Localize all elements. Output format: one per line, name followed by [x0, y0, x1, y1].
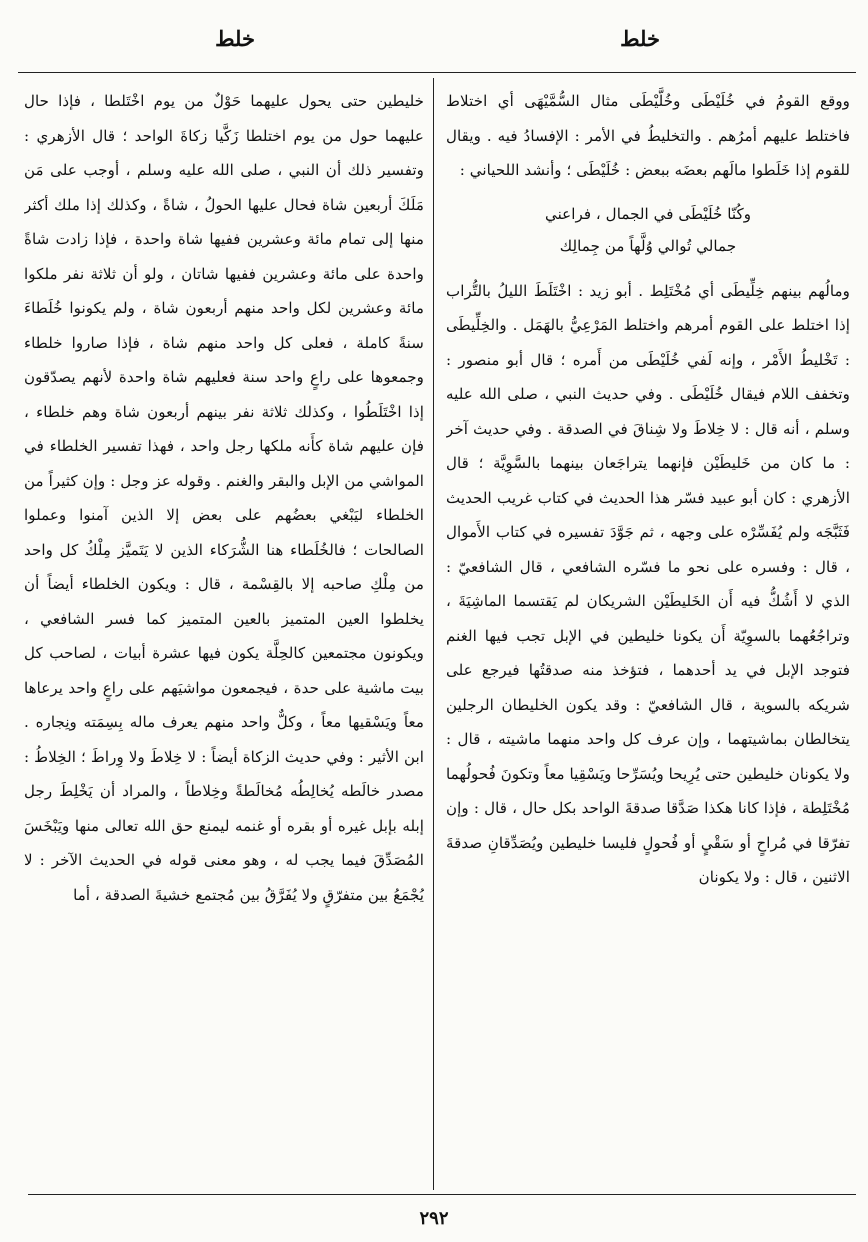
- running-head-left: خلط: [215, 26, 255, 51]
- right-paragraph-2: ومالُهم بينهم خِلِّيطَى أي مُخْتَلِط . أبو زيد : اخْتَلَطَ الليلُ بالتُّراب إذا اختلط على القوم أمرهم واختلط المَرْعِيُّ بالهَمَل . والخِلِّيطَى : تَخْليطُ الأَمْر ، وإنه لَفي خُلَيْطَى من أَمره ؛ قال أبو منصور : وتخفف اللام فيقال خُلَيْطَى . وفي حديث النبي ، صلى الله عليه وسلم ، أنه قال : لا خِلاطَ ولا شِناقَ في الصدقة . وفي حديث آخر : ما كان من خَليطَيْن فإنهما يتراجَعان بينهما بالسَّوِيَّة ؛ قال الأزهري : كان أبو عبيد فسّر هذا الحديث في كتاب غريب الحديث فَثَبَّجَه ولم يُفَسِّرْه على وجهه ، ثم جَوَّدَ تفسيره في كتاب الأَموال ، قال : وفسره على نحو ما فسّره الشافعي ، قال الشافعيّ : الذي لا أَشُكُّ فيه أَن الخَليطَيْن الشريكان لم يَقتسما الماشِيَةَ ، وتراجُعُهما بالسوِيّة أَن يكونا خليطين في الإبل تجب فيها الغنم فتوجد الإبل في يد أحدهما ، فتؤخذ منه صدقتُها فيرجع على شريكه بالسوية ، قال الشافعيّ : وقد يكون الخليطان الرجلين يتخالطان بماشيتهما ، وإن عرف كل واحد منهما ماشيته ، قال : ولا يكونان خليطين حتى يُرِيحا ويُسَرِّحا ويَسْقِيا معاً وتكونَ فُحولُهما مُخْتَلِطة ، فإذا كانا هكذا صَدَّقا صدقةَ الواحد بكل حال ، قال : وإن تفرّقا في مُراحٍ أو سَقْيٍ أو فُحولٍ فليسا خليطين ويُصَدِّقانِ صدقةَ الاثنين ، قال : ولا يكونان: [446, 281, 850, 886]
- poem-verse: [446, 198, 850, 262]
- column-divider: [433, 78, 434, 1190]
- bottom-divider: [28, 1194, 856, 1195]
- left-column: [24, 84, 424, 1188]
- running-head-right: خلط: [620, 26, 660, 51]
- right-paragraph-1: ووقع القومُ في خُلَيْطَى وخُلَّيْطَى مثال السُّمَّيْهَى أي اختلاط فاختلط عليهم أمرُهم . والتخليطُ في الأمر : الإفسادُ فيه . ويقال للقوم إذا خَلَطوا مالَهم بعضَه ببعض : خُلَيْطَى ؛ وأنشد اللحياني :: [446, 92, 850, 179]
- right-column: [446, 84, 850, 1188]
- poem-line-1: وكُنّا خُلَيْطَى في الجمال ، فراعني: [544, 204, 752, 223]
- left-paragraph-1: خليطين حتى يحول عليهما حَوْلٌ من يوم اخْتَلطا ، فإذا حال عليهما حول من يوم اختلطا زَكَّيا زكاةَ الواحد ؛ قال الأزهري : وتفسير ذلك أن النبي ، صلى الله عليه وسلم ، أوجب على مَن مَلَكَ أربعين شاة فحال عليها الحولُ ، شاةً ، وكذلك إذا ملك أكثر منها إلى تمام مائة وعشرين ففيها شاة واحدة ، فإذا زادت شاةً واحدة على مائة وعشرين ففيها شاتان ، ولو أن ثلاثة نفر ملكوا مائة وعشرين لكل واحد منهم أربعون شاة ، ولم يكونوا خُلَطاءَ سنةً كاملة ، فعلى كل واحد منهم شاة ، فإذا صاروا خلطاء وجمعوها على راعٍ واحد سنة فعليهم شاة واحدة لأنهم يصدّقون إذا اخْتَلَطُوا ، وكذلك ثلاثة نفر بينهم أربعون شاة وهم خلطاء ، فإن عليهم شاة كأَنه ملكها رجل واحد ، فهذا تفسير الخلطاء في المواشي من الإبل والبقر والغنم . وقوله عز وجل : وإن كثيراً من الخلطاء ليَبْغي بعضُهم على بعض إلا الذين آمنوا وعملوا الصالحات ؛ فالخُلَطاء هنا الشُّرَكاء الذين لا يَتَميَّز مِلْكُ كل واحد من مِلْكِ صاحبه إلا بالقِسْمة ، قال : ويكون الخلطاء أيضاً أن يخلطوا العين المتميز بالعين المتميز كما فسر الشافعي ، ويكونون مجتمعين كالحِلَّة يكون فيها عشرة أبيات ، لصاحب كل بيت ماشية على حدة ، فيجمعون مواشيَهم على راعٍ واحد يرعاها معاً ويَسْقيها معاً ، وكلٌّ واحد منهم يعرف ماله بِسِمَته ونِجاره . ابن الأثير : وفي حديث الزكاة أيضاً : لا خِلاطَ ولا وِراطَ ؛ الخِلاطُ : مصدر خالَطه يُخالِطُه مُخالَطةً وخِلاطاً ، والمراد أن يَخْلِطَ رجل إبله بإبل غيره أو بقره أو غنمه ليمنع حق الله تعالى منها ويَبْخَسَ المُصَدِّقَ فيما يجب له ، وهو معنى قوله في الحديث الآخر : لا يُجْمَعُ بين متفرّقٍ ولا يُفَرَّقُ بين مُجتمع خشيةَ الصدقة ، أما: [24, 92, 424, 904]
- poem-line-2: جمالي تُوالي وُلَّهاً من جِمالِك: [559, 236, 737, 255]
- page-number: ٢٩٢: [419, 1208, 449, 1229]
- top-divider: [18, 72, 856, 73]
